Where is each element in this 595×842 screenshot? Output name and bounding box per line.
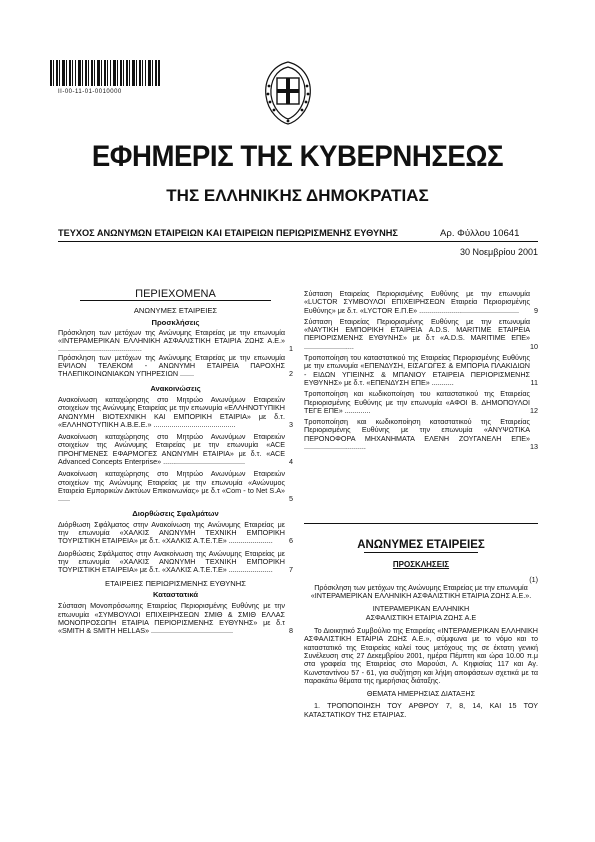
toc-entry[interactable]: Διορθώσεις Σφάλματος στην Ανακοίνωση της Ανώνυμης Εταιρείας με την επωνυμία «ΧΑΛΚΙΣ ΑΝΩΝΥΜΗ ΤΕΧΝΙΚΗ ΕΜΠΟΡΙΚΗ ΤΟΥΡΙΣΤΙΚΗ ΕΤΑΙΡΕΙΑ» με δ.τ. «ΧΑΛΚΙΣ Α.Τ.Ε.Τ.Ε» ...................... 7: [58, 548, 293, 575]
agenda-heading: ΘΕΜΑΤΑ ΗΜΕΡΗΣΙΑΣ ΔΙΑΤΑΞΗΣ: [366, 689, 476, 699]
toc-entry[interactable]: Πρόσκληση των μετόχων της Ανώνυμης Εταιρείας με την επωνυμία «ΙΝΤΕΡΑΜΕΡΙΚΑΝ ΕΛΛΗΝΙΚΗ ΑΣΦΑΛΙΣΤΙΚΗ ΕΤΑΙΡΙΑ ΖΩΗΣ Α.Ε.» .......................................... 1: [58, 327, 293, 354]
right-column: [304, 290, 538, 451]
toc-entry[interactable]: Ανακοίνωση καταχώρησης στο Μητρώο Ανωνύμων Εταιρειών στοιχείων της Ανώνυμης Εταιρείας με την επωνυμία «ACE ΠΡΟΗΓΜΕΝΕΣ ΕΦΑΡΜΟΓΕΣ ΑΝΩΝΥΜΗ ΕΤΑΙΡΙΑ» με δ.τ. «ACE Advanced Concepts Enterprise» ......................................... 4: [58, 432, 293, 467]
section-rule: [364, 552, 478, 553]
toc-entry[interactable]: Σύσταση Εταιρείας Περιορισμένης Ευθύνης με την επωνυμία «ΝΑΥΤΙΚΗ ΕΜΠΟΡΙΚΗ ΕΤΑΙΡΕΙΑ A.D.S. MARITIME ΕΤΑΙΡΕΙΑ ΠΕΡΙΟΡΙΣΜΕΝΗΣ ΕΥΘΥΝΗΣ» με δ.τ «A.D.S. MARITIME ΕΠΕ» ......................... 10: [304, 316, 538, 351]
greek-coat-of-arms-icon: [258, 58, 318, 126]
toc-column: [58, 290, 293, 635]
toc-entry[interactable]: Τροποποίηση και κωδικοποίηση του καταστατικού της Εταιρείας Περιορισμένης Ευθύνης με την επωνυμία «ΑΦΟΙ Β. ΔΗΜΟΠΟΥΛΟΙ ΤΕΓΕ ΕΠΕ» ............. 12: [304, 389, 538, 415]
toc-entry[interactable]: Τροποποίηση και κωδικοποίηση καταστατικού της Εταιρείας Περιορισμένης Ευθύνης με την επωνυμία «ΑΝΥΨΩΤΙΚΑ ΠΕΡΟΝΟΦΟΡΑ ΜΗΧΑΝΗΜΑΤΑ ΕΛΕΝΗ ΖΟΥΓΑΝΕΛΗ ΕΠΕ» ............................... 13: [304, 417, 538, 452]
page-title: ΕΦΗΜΕΡΙΣ ΤΗΣ ΚΥΒΕΡΝΗΣΕΩΣ: [91, 140, 504, 173]
page-subtitle: ΤΗΣ ΕΛΛΗΝΙΚΗΣ ΔΗΜΟΚΡΑΤΙΑΣ: [166, 186, 429, 205]
toc-entry[interactable]: Ανακοίνωση καταχώρησης στο Μητρώο Ανωνύμων Εταιρειών στοιχείων της Ανώνυμης Εταιρείας με την επωνυμία «Ανώνυμος Εταιρεία Εμπορικών Δικτύων Επικοινωνίας» με δ.τ «Com - to Net S.A» ...... 5: [58, 469, 293, 504]
barcode-number: II-00-11-01-0010000: [58, 89, 122, 95]
company-name-line1: ΙΝΤΕΡΑΜΕΡΙΚΑΝ ΕΛΛΗΝΙΚΗ: [372, 604, 470, 614]
sub-heading: ΠΡΟΣΚΛΗΣΕΙΣ: [392, 560, 450, 570]
issue-number: Αρ. Φύλλου 10641: [440, 228, 520, 239]
toc-rule: [80, 300, 271, 301]
toc-title: ΠΕΡΙΕΧΟΜΕΝΑ: [135, 288, 216, 300]
toc-entry[interactable]: Σύσταση Μονοπρόσωπης Εταιρείας Περιορισμένης Ευθύνης με την επωνυμία «ΣΥΜΒΟΥΛΟΙ ΕΠΙΧΕΙΡΗΣΕΩΝ ΣΜΙΘ & ΣΜΙΘ ΕΛΛΑΣ ΜΟΝΟΠΡΟΣΩΠΗ ΕΤΑΙΡΙΑ ΠΕΡΙΟΡΙΣΜΕΝΗΣ ΕΥΘΥΝΗΣ» με δ.τ «SMITH & SMITH HELLAS» ......................................... 8: [58, 601, 293, 636]
toc-entry[interactable]: Διόρθωση Σφάλματος στην Ανακοίνωση της Ανώνυμης Εταιρείας με την επωνυμία «ΧΑΛΚΙΣ ΑΝΩΝΥΜΗ ΤΕΧΝΙΚΗ ΕΜΠΟΡΙΚΗ ΤΟΥΡΙΣΤΙΚΗ ΕΤΑΙΡΕΙΑ» με δ.τ. «ΧΑΛΚΙΣ Α.Τ.Ε.Τ.Ε» ...................... 6: [58, 519, 293, 546]
toc-end-rule: [304, 523, 538, 524]
company-name-line2: ΑΣΦΑΛΙΣΤΙΚΗ ΕΤΑΙΡΙΑ ΖΩΗΣ Α.Ε: [365, 612, 477, 622]
barcode: [50, 60, 160, 86]
header-rule: [58, 241, 538, 242]
toc-entry[interactable]: Τροποποίηση του καταστατικού της Εταιρείας Περιορισμένης Ευθύνης με την επωνυμία «ΕΠΕΝΔΥΣΗ, ΕΙΣΑΓΩΓΕΣ & ΕΜΠΟΡΙΑ ΠΛΑΚΙΔΙΩΝ - ΕΙΔΩΝ ΥΓΙΕΙΝΗΣ & ΜΠΑΝΙΟΥ ΕΤΑΙΡΕΙΑ ΠΕΡΙΟΡΙΣΜΕΝΗΣ ΕΥΘΥΝΗΣ» με δ.τ. «ΕΠΕΝΔΥΣΗ ΕΠΕ» ........... 11: [304, 353, 538, 387]
issue-date: 30 Νοεμβρίου 2001: [460, 247, 538, 257]
agenda-item: 1. ΤΡΟΠΟΠΟΙΗΣΗ ΤΟΥ ΑΡΘΡΟΥ 7, 8, 14, ΚΑΙ 15 ΤΟΥ ΚΑΤΑΣΤΑΤΙΚΟΥ ΤΗΣ ΕΤΑΙΡΙΑΣ.: [304, 701, 538, 719]
toc-entry[interactable]: Ανακοίνωση καταχώρησης στο Μητρώο Ανωνύμων Εταιρειών στοιχείων της Ανώνυμης Εταιρείας με την επωνυμία «ΕΛΛΗΝΟΤΥΠΙΚΗ ΑΝΩΝΥΜΗ ΒΙΟΤΕΧΝΙΚΗ ΚΑΙ ΕΜΠΟΡΙΚΗ ΕΤΑΙΡΙΑ» με δ.τ. «ΕΛΛΗΝΟΤΥΠΙΚΗ Α.Β.Ε.Ε.» ......................................... 3: [58, 394, 293, 429]
toc-entry[interactable]: Σύσταση Εταιρείας Περιορισμένης Ευθύνης με την επωνυμία «LUCTOR ΣΥΜΒΟΥΛΟΙ ΕΠΙΧΕΙΡΗΣΕΩΝ Εταιρεία Περιορισμένης Ευθύνης» με δ.τ. «LYCTOR Ε.Π.Ε» .................................................. 9: [304, 289, 538, 315]
item-number: (1): [529, 574, 538, 584]
invitation-title: Πρόσκληση των μετόχων της Ανώνυμης Εταιρείας με την επωνυμία «ΙΝΤΕΡΑΜΕΡΙΚΑΝ ΕΛΛΗΝΙΚΗ ΑΣΦΑΛΙΣΤΙΚΗ ΕΤΑΙΡΙΑ ΖΩΗΣ Α.Ε.».: [310, 582, 532, 601]
toc-corrections-heading: Διορθώσεις Σφαλμάτων: [132, 508, 219, 518]
series-label: ΤΕΥΧΟΣ ΑΝΩΝΥΜΩΝ ΕΤΑΙΡΕΙΩΝ ΚΑΙ ΕΤΑΙΡΕΙΩΝ ΠΕΡΙΩΡΙΣΜΕΝΗΣ ΕΥΘΥΝΗΣ: [58, 228, 398, 238]
invitation-paragraph: Το Διοικητικό Συμβούλιο της Εταιρείας «ΙΝΤΕΡΑΜΕΡΙΚΑΝ ΕΛΛΗΝΙΚΗ ΑΣΦΑΛΙΣΤΙΚΗ ΕΤΑΙΡΙΑ ΖΩΗΣ Α.Ε.», σύμφωνα με το νόμο και το καταστατικό της Εταιρείας καλεί τους μετόχους της σε έκτατη γενική Συνέλευση στις 27 Δεκεμβρίου 2001, ημέρα Πέμπτη και ώρα 10.00 π.μ στα γραφεία της Εταιρείας στο Μαρούσι, Λ. Κηφισίας 117 και Αγ. Κωνσταντίνου 57 - 61, για συζήτηση και λήψη αποφάσεων σχετικά με τα παρακάτω θέματα της ημερήσιας διάταξης.: [304, 626, 538, 685]
body-column: [304, 541, 538, 719]
toc-announcements-heading: Ανακοινώσεις: [150, 383, 201, 393]
toc-statutes-heading: Καταστατικά: [152, 589, 198, 599]
toc-entry[interactable]: Πρόσκληση των μετόχων της Ανώνυμης Εταιρείας με την επωνυμία ΕΨΙΛΟΝ ΤΕΛΕΚΟΜ - ΑΝΩΝΥΜΗ ΕΤΑΙΡΕΙΑ ΠΑΡΟΧΗΣ ΤΗΛΕΠΙΚΟΙΝΩΝΙΑΚΩΝ ΥΠΗΡΕΣΙΩΝ ....... 2: [58, 352, 293, 379]
toc-invitations-heading: Προσκλήσεις: [151, 317, 200, 327]
toc-epe-heading: ΕΤΑΙΡΕΙΕΣ ΠΕΡΙΩΡΙΣΜΕΝΗΣ ΕΥΘΥΝΗΣ: [105, 578, 246, 588]
toc-ae-heading: ΑΝΩΝΥΜΕΣ ΕΤΑΙΡΕΙΕΣ: [133, 306, 218, 316]
section-heading: ΑΝΩΝΥΜΕΣ ΕΤΑΙΡΕΙΕΣ: [357, 539, 485, 551]
